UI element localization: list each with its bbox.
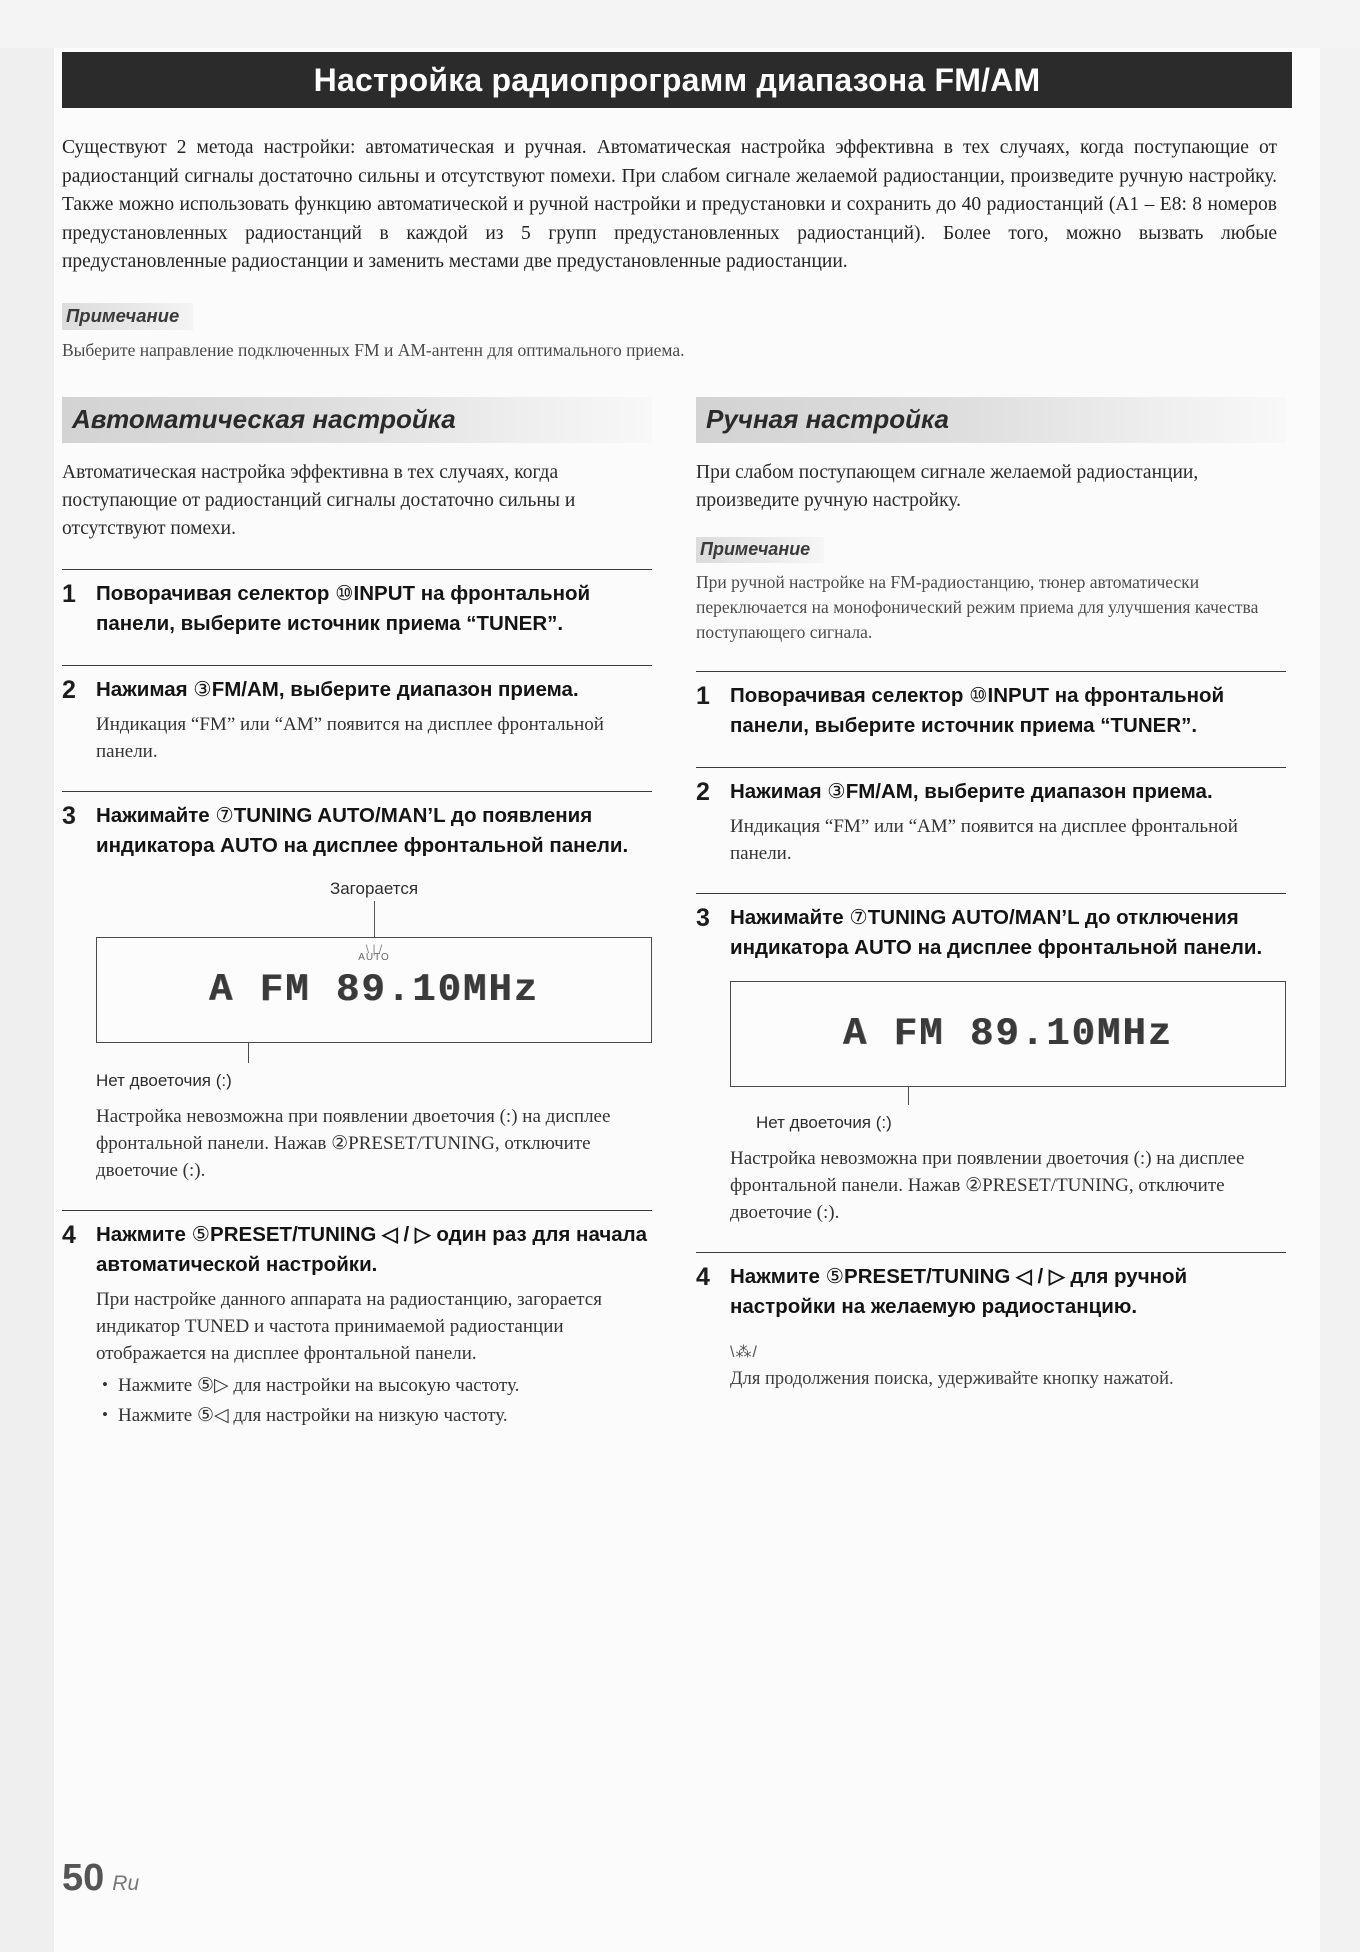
step-body	[96, 675, 652, 765]
step-button-name: FM/AM	[845, 779, 913, 803]
note-heading: Примечание	[696, 537, 824, 563]
step-description: При настройке данного аппарата на радиостанцию, загорается индикатор TUNED и частота принимаемой радиостанции отображается на дисплее фронтальной панели.	[96, 1288, 602, 1364]
note-block	[62, 277, 1292, 363]
step-title-post: на фронтальной панели, выберите источник приема “TUNER”.	[730, 683, 1225, 737]
step-title-pre: Поворачивая селектор	[730, 683, 970, 707]
display-text: A FM 89.10MHz	[208, 967, 540, 1012]
circled-number-icon: ③	[827, 779, 846, 803]
step-title	[730, 903, 1286, 963]
step-number: 3	[696, 903, 710, 932]
step-number: 3	[62, 801, 76, 830]
step-body	[96, 801, 652, 1184]
display-text: A FM 89.10MHz	[842, 1011, 1174, 1056]
step-item	[696, 893, 1286, 1226]
figure-followup-text: Настройка невозможна при появлении двоеточия (:) на дисплее фронтальной панели. Нажав ②PRESET/TUNING, отключите двоеточие (:).	[730, 1147, 1245, 1223]
circled-number-icon: ⑩	[969, 683, 988, 707]
step-body	[730, 777, 1286, 867]
step-button-name: PRESET/TUNING	[210, 1222, 377, 1246]
step-button-name: INPUT	[987, 683, 1050, 707]
figure-leader-line-bottom	[908, 1087, 909, 1105]
step-item	[696, 767, 1286, 867]
two-column-body	[62, 397, 1292, 1430]
note-heading: Примечание	[62, 303, 193, 330]
section-heading-manual: Ручная настройка	[696, 397, 1286, 443]
step-title-post: , выберите диапазон приема.	[912, 779, 1213, 803]
step-item	[696, 1252, 1286, 1392]
step-title	[730, 1262, 1286, 1322]
figure-leader-line	[374, 901, 375, 937]
figure-manual-display	[730, 981, 1286, 1133]
step-title-pre: Нажимайте	[96, 803, 216, 827]
tip-body: Для продолжения поиска, удерживайте кнопку нажатой.	[730, 1368, 1174, 1389]
figure-followup-text: Настройка невозможна при появлении двоеточия (:) на дисплее фронтальной панели. Нажав ②PRESET/TUNING, отключите двоеточие (:).	[96, 1105, 611, 1181]
tip-sun-icon: \⁂/	[730, 1343, 758, 1361]
list-item: • Нажмите ⑤▷ для настройки на высокую частоту.	[96, 1373, 652, 1400]
step-title-pre: Нажмите	[96, 1222, 192, 1246]
step-body	[730, 681, 1286, 741]
figure-caption-top	[96, 879, 652, 899]
step-number: 1	[696, 681, 710, 710]
step-description: Индикация “FM” или “AM” появится на дисплее фронтальной панели.	[96, 713, 604, 762]
circled-number-icon: ⑦	[849, 905, 868, 929]
step-button-name: PRESET/TUNING	[844, 1264, 1011, 1288]
step-title-pre: Поворачивая селектор	[96, 581, 336, 605]
step-title-post: до появления индикатора AUTO на дисплее фронтальной панели.	[96, 803, 629, 857]
scan-edge-left	[0, 0, 54, 1952]
circled-number-icon: ⑤	[191, 1222, 211, 1246]
step-title	[96, 579, 652, 639]
step-item	[62, 665, 652, 765]
step-button-name: INPUT	[353, 581, 416, 605]
step-title	[96, 675, 652, 705]
step-title-pre: Нажмите	[730, 1264, 826, 1288]
page-title-bar	[62, 52, 1292, 108]
step-item	[62, 791, 652, 1184]
figure-leader-bottom-wrap	[730, 1087, 1286, 1107]
step-bullet-list	[96, 1373, 652, 1430]
note-body: Выберите направление подключенных FM и AM-антенн для оптимального приема.	[62, 339, 685, 360]
circled-number-icon: ⑩	[335, 581, 354, 605]
step-title-arrows: ◁ / ▷	[376, 1222, 437, 1246]
page-content	[62, 52, 1292, 1430]
section-intro-auto: Автоматическая настройка эффективна в тех случаях, когда поступающие от радиостанций сигналы достаточно сильны и отсутствуют помехи.	[62, 461, 576, 539]
figure-caption-bottom: Нет двоеточия (:)	[96, 1070, 232, 1090]
auto-indicator: AUTO	[358, 951, 390, 963]
scan-edge-right	[1320, 0, 1360, 1952]
step-title-post: , выберите диапазон приема.	[278, 677, 579, 701]
step-title	[96, 801, 652, 861]
figure-leader-bottom-wrap	[96, 1043, 652, 1065]
page-title: Настройка радиопрограмм диапазона FM/AM	[313, 61, 1041, 98]
step-number: 2	[696, 777, 710, 806]
column-auto-tuning	[62, 397, 652, 1430]
manual-note-block	[696, 515, 1286, 645]
step-button-name: TUNING AUTO/MAN’L	[867, 905, 1080, 929]
step-number: 1	[62, 579, 76, 608]
circled-number-icon: ③	[193, 677, 212, 701]
circled-number-icon: ⑦	[215, 803, 234, 827]
step-body	[96, 579, 652, 639]
page-number: 50	[62, 1857, 105, 1899]
figure-leader-line-bottom	[248, 1043, 249, 1063]
step-title	[730, 777, 1286, 807]
scan-edge-top	[0, 0, 1360, 48]
step-item	[62, 569, 652, 639]
step-button-name: TUNING AUTO/MAN’L	[233, 803, 446, 827]
step-item	[696, 671, 1286, 741]
step-description: Индикация “FM” или “AM” появится на дисплее фронтальной панели.	[730, 815, 1238, 864]
step-item	[62, 1210, 652, 1430]
step-number: 4	[696, 1262, 710, 1291]
section-intro-manual: При слабом поступающем сигнале желаемой радиостанции, произведите ручную настройку.	[696, 461, 1199, 511]
step-button-name: FM/AM	[211, 677, 279, 701]
front-panel-display	[730, 981, 1286, 1087]
section-heading-auto: Автоматическая настройка	[62, 397, 652, 443]
step-title-post: один раз для начала автоматической настройки.	[96, 1222, 648, 1276]
step-title-post: для ручной настройки на желаемую радиостанцию.	[730, 1264, 1188, 1318]
step-title	[96, 1220, 652, 1280]
figure-caption-bottom: Нет двоеточия (:)	[756, 1112, 892, 1132]
step-title-pre: Нажимая	[96, 677, 194, 701]
page-language-code: Ru	[112, 1872, 140, 1895]
page-footer	[62, 1857, 139, 1900]
step-title-arrows: ◁ / ▷	[1010, 1264, 1071, 1288]
step-title-post: до отключения индикатора AUTO на дисплее фронтальной панели.	[730, 905, 1263, 959]
step-number: 4	[62, 1220, 76, 1249]
step-title	[730, 681, 1286, 741]
step-title-pre: Нажимайте	[730, 905, 850, 929]
intro-paragraph: Существуют 2 метода настройки: автоматическая и ручная. Автоматическая настройка эффективна в тех случаях, когда поступающие от радиостанций сигналы достаточно сильны и отсутствуют помехи. При слабом сигнале желаемой радиостанции, произведите ручную настройку. Также можно использовать функцию автоматической и ручной настройки и предустановки и сохранить до 40 радиостанций (A1 – E8: 8 номеров предустановленных радиостанций в каждой из 5 групп предустановленных радиостанций). Более того, можно вызвать любые предустановленные радиостанции и заменить местами две предустановленные радиостанции.	[62, 137, 1277, 272]
step-number: 2	[62, 675, 76, 704]
blink-rays-icon: \ | /	[365, 941, 383, 956]
column-manual-tuning	[696, 397, 1286, 1430]
circled-number-icon: ⑤	[825, 1264, 845, 1288]
note-body: При ручной настройке на FM-радиостанцию, тюнер автоматически переключается на монофонический режим приема для улучшения качества поступающего сигнала.	[696, 571, 1259, 642]
list-item: • Нажмите ⑤◁ для настройки на низкую частоту.	[96, 1403, 652, 1430]
front-panel-display	[96, 937, 652, 1043]
figure-auto-display	[96, 879, 652, 1091]
step-title-pre: Нажимая	[730, 779, 828, 803]
step-body	[96, 1220, 652, 1430]
step-title-post: на фронтальной панели, выберите источник приема “TUNER”.	[96, 581, 591, 635]
step-body	[730, 903, 1286, 1226]
figure-caption-top-label: Загорается	[329, 878, 419, 898]
step-body	[730, 1262, 1286, 1392]
